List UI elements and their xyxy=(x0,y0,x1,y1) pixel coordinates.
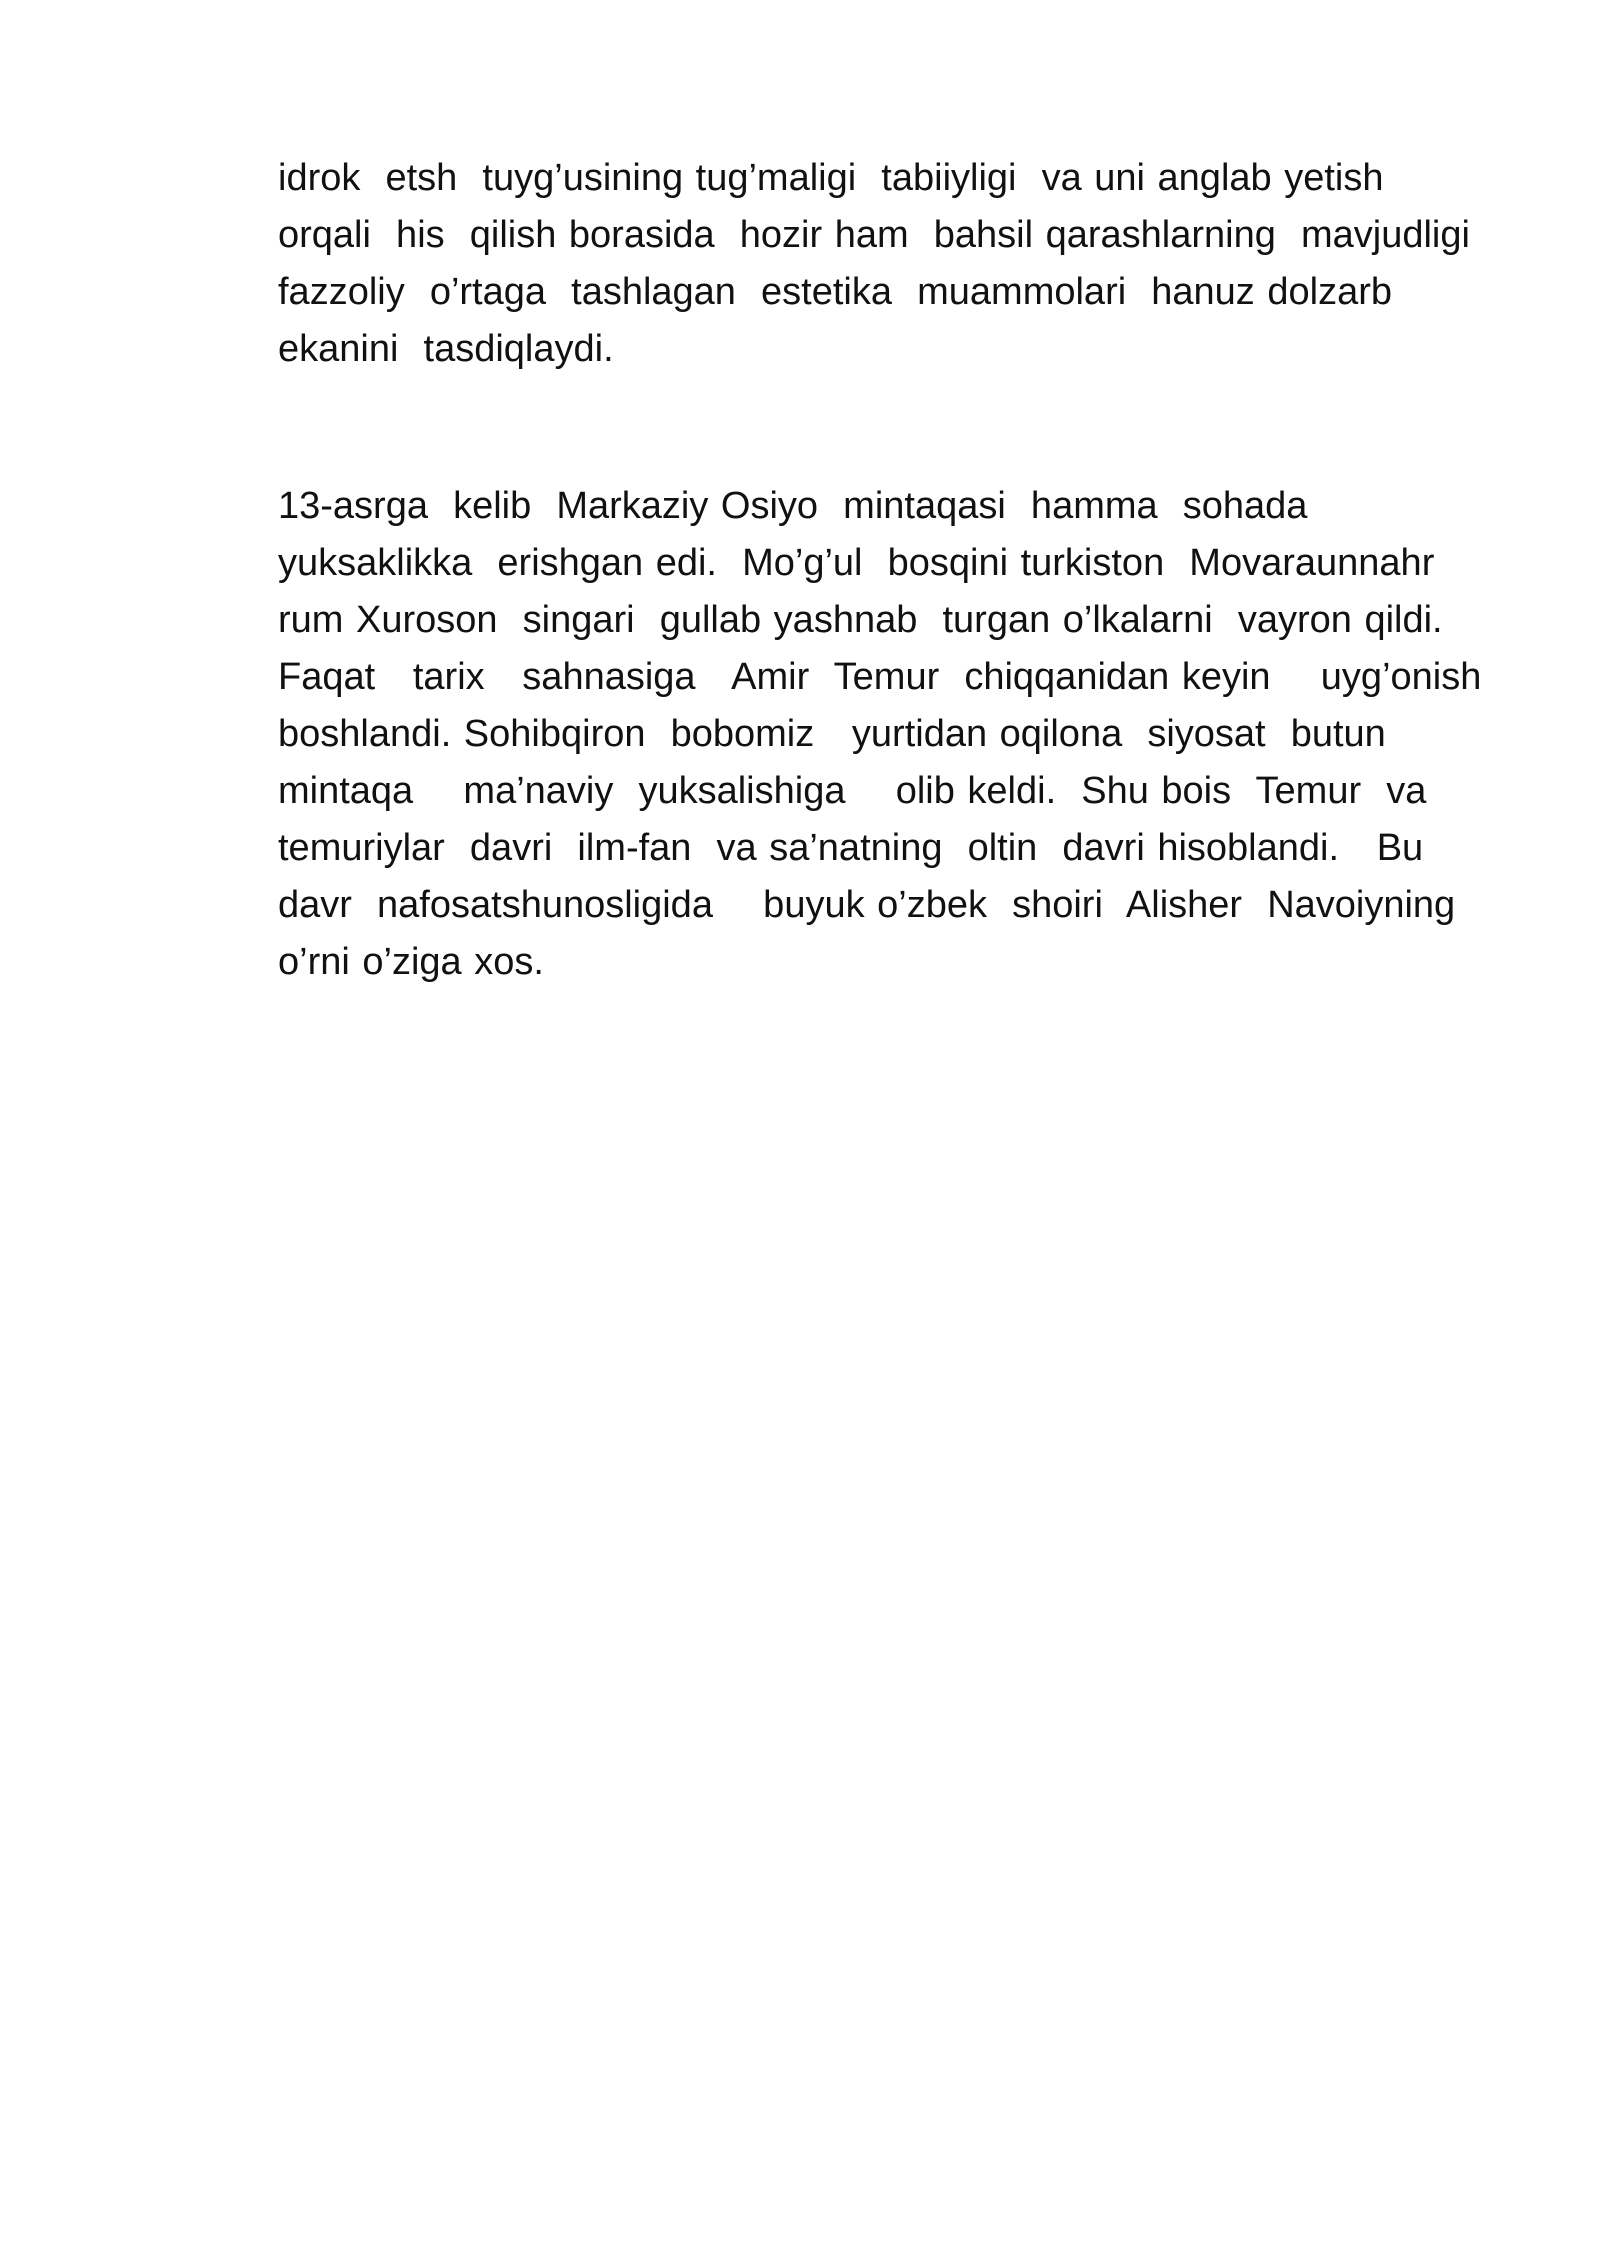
paragraph-line: Faqat tarix sahnasiga Amir Temur chiqqanidan keyin uyg’onish xyxy=(278,656,1482,698)
paragraph-line: temuriylar davri ilm-fan va sa’natning oltin davri hisoblandi. Bu xyxy=(278,827,1424,869)
paragraph-1 xyxy=(278,150,1528,378)
paragraph-line: 13-asrga kelib Markaziy Osiyo mintaqasi hamma sohada xyxy=(278,485,1308,527)
paragraph-line: o’rni o’ziga xos. xyxy=(278,941,544,983)
paragraph-line: yuksaklikka erishgan edi. Mo’g’ul bosqini turkiston Movaraunnahr xyxy=(278,542,1435,584)
paragraph-line: boshlandi. Sohibqiron bobomiz yurtidan oqilona siyosat butun xyxy=(278,713,1386,755)
paragraph-line: idrok etsh tuyg’usining tug’maligi tabiiyligi va uni anglab yetish xyxy=(278,157,1384,199)
paragraph-line: davr nafosatshunosligida buyuk o’zbek shoiri Alisher Navoiyning xyxy=(278,884,1456,926)
paragraph-line: rum Xuroson singari gullab yashnab turgan o’lkalarni vayron qildi. xyxy=(278,599,1443,641)
paragraph-line: orqali his qilish borasida hozir ham bahsil qarashlarning mavjudligi xyxy=(278,214,1470,256)
paragraph-line: fazzoliy o’rtaga tashlagan estetika muammolari hanuz dolzarb xyxy=(278,271,1392,313)
paragraph-line: ekanini tasdiqlaydi. xyxy=(278,328,614,370)
paragraph-line: mintaqa ma’naviy yuksalishiga olib keldi. Shu bois Temur va xyxy=(278,770,1427,812)
paragraph-2 xyxy=(278,478,1528,991)
